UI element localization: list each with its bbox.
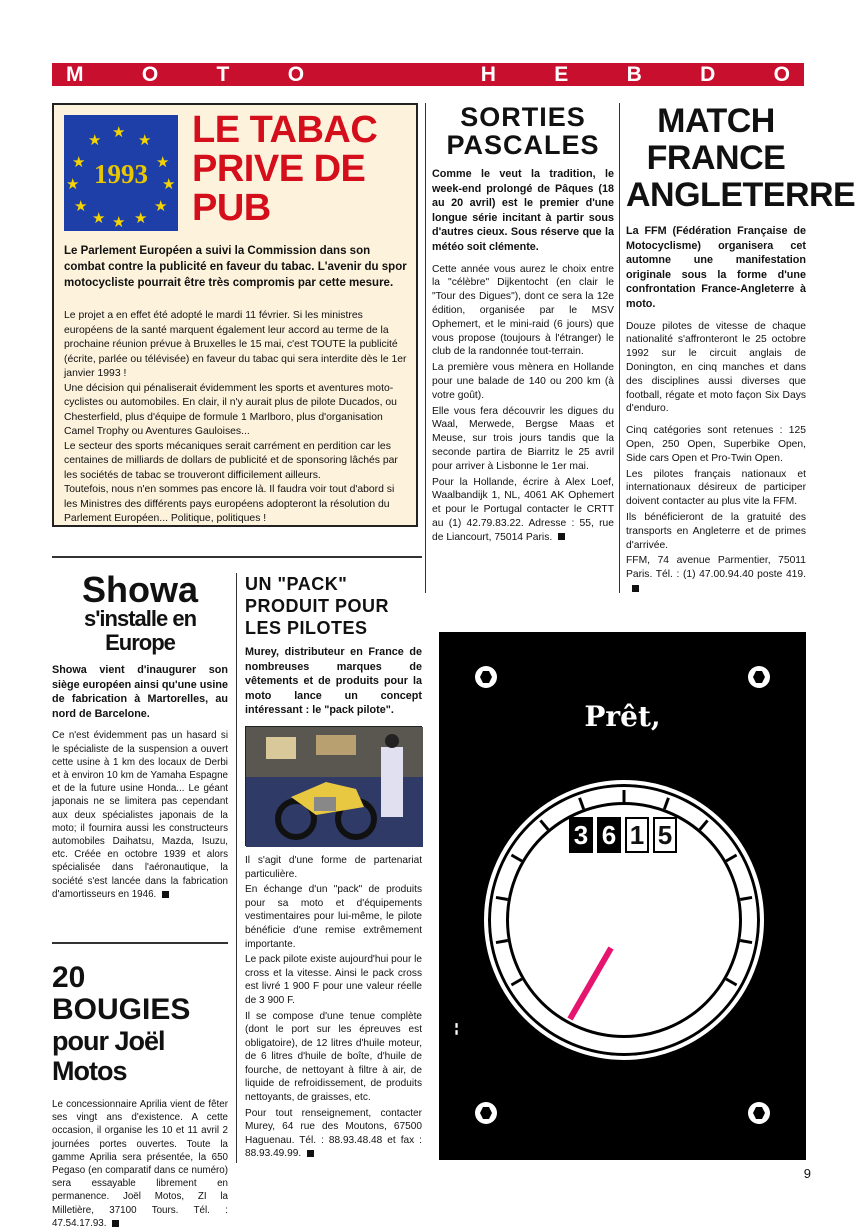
motorcycle-photo	[245, 726, 422, 846]
advertisement	[439, 632, 806, 1160]
section-divider	[52, 942, 228, 944]
masthead-letter: T	[216, 62, 230, 86]
paragraph: La première vous mènera en Hollande pour une balade de 140 ou 200 km (à votre goût).	[432, 362, 614, 401]
masthead-letter: M	[66, 62, 84, 86]
article-body	[245, 854, 422, 1161]
dial-tick	[496, 939, 508, 944]
ad-headline: Prêt,	[584, 700, 661, 733]
article-title: Showa	[81, 569, 198, 610]
article-title: LE TABAC PRIVE DE PUB	[192, 109, 378, 229]
masthead-letter: D	[700, 62, 716, 86]
article-lead: Showa vient d'inaugurer son siège européen ainsi qu'une usine de fabrication à Martorelles, au nord de Barcelone.	[52, 664, 228, 720]
odometer-digit: 6	[597, 817, 621, 853]
masthead-letter: O	[773, 62, 790, 86]
end-mark-icon	[307, 1150, 314, 1157]
paragraph: Les pilotes français nationaux et internationaux désireux de participer doivent contacter au plus vite la FFM.	[626, 468, 806, 508]
paragraph: Pour la Hollande, écrire à Alex Loef, Waalbandijk 1, NL, 4061 AK Ophemert et pour le Portugal contacter le CRTT au (1) 42.79.83.22. Adresse : 55, rue de Liancourt, 75014 Paris.	[432, 476, 614, 543]
dial-tick	[740, 939, 752, 944]
bolt-icon	[475, 666, 497, 688]
paragraph: En échange d'un "pack" de produits pour sa moto et d'équipements vestimentaires pour lui-même, le pilote bénéficie d'une remise extrêmement importante.	[245, 884, 422, 950]
dial-tick	[511, 978, 523, 987]
article-showa	[52, 569, 228, 901]
article-tabac	[52, 103, 418, 527]
paragraph: Elle vous fera découvrir les digues du Waal, Merwede, Bergse Maas et Meuse, sur trois jours tandis que la seconde partira de Biarritz le 25 avril pour arriver à Lisbonne le 1er mai.	[432, 405, 614, 472]
dial-tick	[725, 854, 737, 863]
paragraph: Le projet a en effet été adopté le mardi 11 février. Si les ministres européens de la santé marquent également leur accord au terme de la prochaine réunion prévue à Bruxelles le 15 mai, c'est TOUTE la publicité (écrite, parlée ou télévisée) en faveur du tabac qui sera interdite dès le 1er janvier 1993 !	[64, 310, 407, 379]
dial-tick	[496, 896, 508, 901]
dial-tick	[578, 797, 585, 809]
bolt-icon	[748, 666, 770, 688]
motorcycle-photo-icon	[246, 727, 423, 847]
article-lead: La FFM (Fédération Française de Motocyclisme) organisera cet automne une manifestation originale sous la forme d'une confrontation France-Angleterre à moto.	[626, 225, 806, 310]
paragraph: Une décision qui pénaliserait évidemment les sports et aventures moto-cyclistes ou automobiles. En clair, il n'y aurait plus de pilote Ducados, ou Chesterfield, plus d'équipe de formule 1 Marlboro, plus d'organisation Camel Trophy ou Aventures Gauloises...	[64, 382, 397, 437]
masthead-letter: E	[554, 62, 569, 86]
end-mark-icon	[112, 1220, 119, 1227]
odometer-digit: 5	[653, 817, 677, 853]
eu-flag-icon: ★ ★ ★ ★ ★ ★ ★ ★ ★ ★ ★ ★ 1993	[64, 115, 178, 231]
end-mark-icon	[632, 585, 639, 592]
column-divider	[425, 103, 426, 593]
dial-tick	[740, 896, 752, 901]
bolt-icon	[748, 1102, 770, 1124]
dial-tick	[511, 854, 523, 863]
section-divider	[52, 556, 422, 558]
article-lead: Comme le veut la tradition, le week-end prolongé de Pâques (18 au 20 avril) est le premier d'une longue série incitant à partir sous d'autres cieux. Sous réserve que la météo soit clémente.	[432, 168, 614, 253]
dial-tick	[623, 790, 626, 802]
page-number: 9	[803, 1166, 811, 1181]
end-mark-icon	[162, 891, 169, 898]
ad-credit-icon: ▮▮	[453, 1022, 459, 1036]
article-lead: Le Parlement Européen a suivi la Commission dans son combat contre la publicité en faveur du tabac. L'avenir du spor motocycliste pourrait être très compromis par cette mesure.	[64, 245, 407, 289]
paragraph: Cette année vous aurez le choix entre la "célèbre" Dijkentocht (en clair le "Tour des Digues"), dont ce sera la 12e édition, organisée par le MSV Ophemert, et le mini-raid (6 jours) que vous propose (toujours à l'étranger) le club de la randonnée tout-terrain.	[432, 263, 614, 358]
column-divider	[236, 573, 237, 1163]
article-body	[626, 320, 806, 596]
paragraph: Ils bénéficieront de la gratuité des transports en Angleterre et de primes d'arrivée.	[626, 511, 806, 551]
column-divider	[619, 103, 620, 593]
paragraph: Cinq catégories sont retenues : 125 Open, 250 Open, Superbike Open, Side cars Open et Pro-Twin Open.	[626, 425, 806, 464]
article-body	[64, 309, 408, 527]
article-body: Ce n'est évidemment pas un hasard si le spécialiste de la suspension a ouvert cette usine à 1 km des locaux de Derbi et à environ 10 km de Yamaha Espagne et de la future usine Honda... Le géant japonais ne se limitera pas cependant aux deux spécialistes japonais de la moto; il fournira aussi les constructeurs automobiles Daihatsu, Mazda, Isuzu, etc. Créée en octobre 1939 et alors spécialisée dans l'aéronautique, la société s'est lancée dans la fabrication d'amortisseurs en 1946.	[52, 730, 228, 900]
article-title: SORTIES PASCALES	[446, 102, 600, 160]
paragraph: Pour tout renseignement, contacter Murey, 64 rue des Moutons, 67500 Haguenau. Tél. : 88.93.48.48 et fax : 88.93.49.99.	[245, 1107, 422, 1160]
article-pack	[245, 573, 422, 1163]
article-bougies	[52, 962, 228, 1230]
masthead-letter: H	[480, 62, 496, 86]
masthead-letter: O	[287, 62, 305, 86]
dial-tick	[539, 819, 549, 830]
masthead-letter: O	[141, 62, 159, 86]
paragraph: Il se compose d'une tenue complète (dont le port sur les épreuves est obligatoire), de 12 litres d'huile moteur, de 6 litres d'huile de boîte, d'huile de fourche, de nettoyant à filtre à air, de liquide de refroidissement, de produits nettoyants, de graisses, etc.	[245, 1010, 422, 1104]
dial-tick	[699, 819, 709, 830]
paragraph: FFM, 74 avenue Parmentier, 75011 Paris. Tél. : (1) 47.00.94.40 poste 419.	[626, 555, 806, 581]
paragraph: Le pack pilote existe aujourd'hui pour le cross et la vitesse. Ainsi le pack cross est livré 1 900 F pour une valeur réelle de 3 900 F.	[245, 954, 423, 1006]
article-body	[432, 263, 614, 545]
flag-year: 1993	[94, 159, 148, 189]
dial-tick	[725, 978, 737, 987]
paragraph: Le secteur des sports mécaniques serait carrément en perdition car les centaines de milliards de dollars de publicité et de sponsoring lâchés par les sociétés de tabac se trouveront difficilement ailleurs.	[64, 440, 398, 481]
article-body: Le concessionnaire Aprilia vient de fêter ses vingt ans d'existence. A cette occasion, il organise les 10 et 11 avril 2 journées portes ouvertes. Toute la gamme Aprilia sera présentée, la 650 Pegaso (en comparatif dans ce numéro) sera essayable librement en permanence. Joël Motos, ZI la Milletière, 37100 Tours. Tél. : 47.54.17.93.	[52, 1099, 228, 1229]
article-title: MATCH FRANCE ANGLETERRE	[626, 102, 855, 214]
paragraph: Il s'agit d'une forme de partenariat particulière.	[245, 854, 422, 880]
article-match	[626, 102, 855, 598]
article-lead: Murey, distributeur en France de nombreuses marques de vêtements et de produits pour la moto lance un concept intéressant : le "pack pilote".	[245, 646, 422, 717]
article-sorties	[432, 103, 614, 547]
paragraph: Toutefois, nous n'en sommes pas encore là. Il faudra voir tout d'abord si les Ministres des différents pays européens adopteront la résolution du Parlement Européen... Politique, politiques !	[64, 484, 395, 524]
odometer-counter	[569, 817, 677, 853]
masthead	[52, 63, 804, 86]
article-title: 20 BOUGIES	[52, 961, 191, 1026]
paragraph: Douze pilotes de vitesse de chaque nationalité s'affronteront le 25 octobre 1992 sur le circuit anglais de Donington, en cinq manches et dans des disciplines aussi diverses que football, régate et moto façon Six Days d'enduro.	[626, 320, 806, 415]
article-subtitle: pour Joël Motos	[52, 1026, 165, 1086]
article-title: UN "PACK" PRODUIT POUR LES PILOTES	[245, 574, 390, 638]
dial-tick	[663, 797, 670, 809]
odometer-digit: 3	[569, 817, 593, 853]
odometer-digit: 1	[625, 817, 649, 853]
masthead-letter: B	[626, 62, 642, 86]
bolt-icon	[475, 1102, 497, 1124]
article-subtitle: s'installe en Europe	[83, 606, 197, 655]
end-mark-icon	[558, 533, 565, 540]
